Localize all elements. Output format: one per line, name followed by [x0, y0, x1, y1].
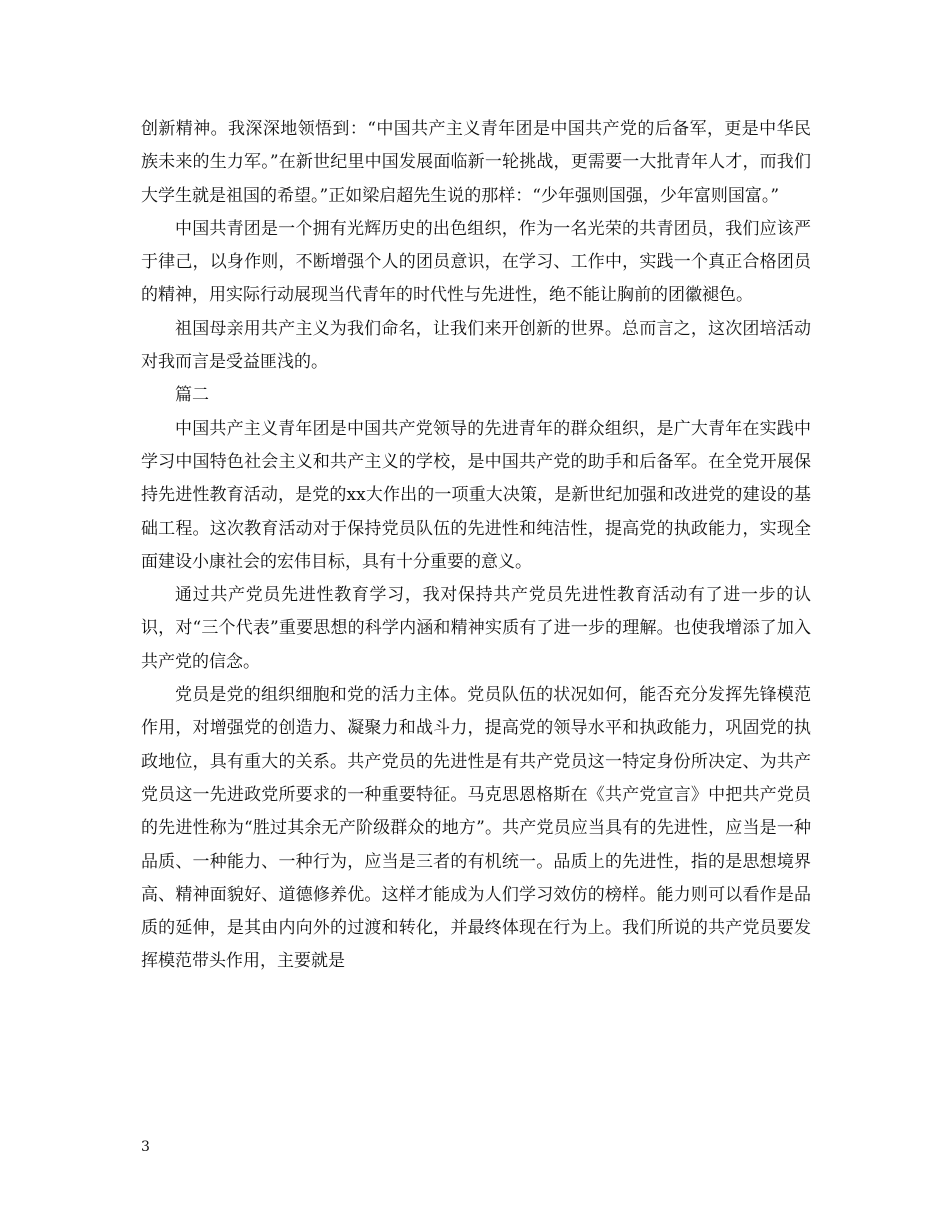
- page-number: 3: [141, 1139, 150, 1155]
- paragraph: 祖国母亲用共产主义为我们命名，让我们来开创新的世界。总而言之，这次团培活动对我而言是受益匪浅的。: [141, 318, 811, 373]
- body-text: [141, 113, 811, 979]
- paragraph: 中国共产主义青年团是中国共产党领导的先进青年的群众组织，是广大青年在实践中学习中国特色社会主义和共产主义的学校，是中国共产党的助手和后备军。在全党开展保持先进性教育活动，是党的xx大作出的一项重大决策，是新世纪加强和改进党的建设的基础工程。这次教育活动对于保持党员队伍的先进性和纯洁性，提高党的执政能力，实现全面建设小康社会的宏伟目标，具有十分重要的意义。: [141, 418, 811, 572]
- section-heading: 篇二: [175, 385, 209, 406]
- paragraph: 中国共青团是一个拥有光辉历史的出色组织，作为一名光荣的共青团员，我们应该严于律己，以身作则，不断增强个人的团员意识，在学习、工作中，实践一个真正合格团员的精神，用实际行动展现当代青年的时代性与先进性，绝不能让胸前的团徽褪色。: [141, 218, 811, 306]
- paragraph: 创新精神。我深深地领悟到：“中国共产主义青年团是中国共产党的后备军，更是中华民族未来的生力军。”在新世纪里中国发展面临新一轮挑战，更需要一大批青年人才，而我们大学生就是祖国的希望。”正如梁启超先生说的那样：“少年强则国强，少年富则国富。”: [141, 119, 811, 206]
- paragraph: 通过共产党员先进性教育学习，我对保持共产党员先进性教育活动有了进一步的认识，对“三个代表”重要思想的科学内涵和精神实质有了进一步的理解。也使我增添了加入共产党的信念。: [141, 585, 811, 672]
- paragraph: 党员是党的组织细胞和党的活力主体。党员队伍的状况如何，能否充分发挥先锋模范作用，对增强党的创造力、凝聚力和战斗力，提高党的领导水平和执政能力，巩固党的执政地位，具有重大的关系。共产党员的先进性是有共产党员这一特定身份所决定、为共产党员这一先进政党所要求的一种重要特征。马克思恩格斯在《共产党宣言》中把共产党员的先进性称为“胜过其余无产阶级群众的地方”。共产党员应当具有的先进性，应当是一种品质、一种能力、一种行为，应当是三者的有机统一。品质上的先进性，指的是思想境界高、精神面貌好、道德修养优。这样才能成为人们学习效仿的榜样。能力则可以看作是品质的延伸，是其由内向外的过渡和转化，并最终体现在行为上。我们所说的共产党员要发挥模范带头作用，主要就是: [141, 685, 811, 972]
